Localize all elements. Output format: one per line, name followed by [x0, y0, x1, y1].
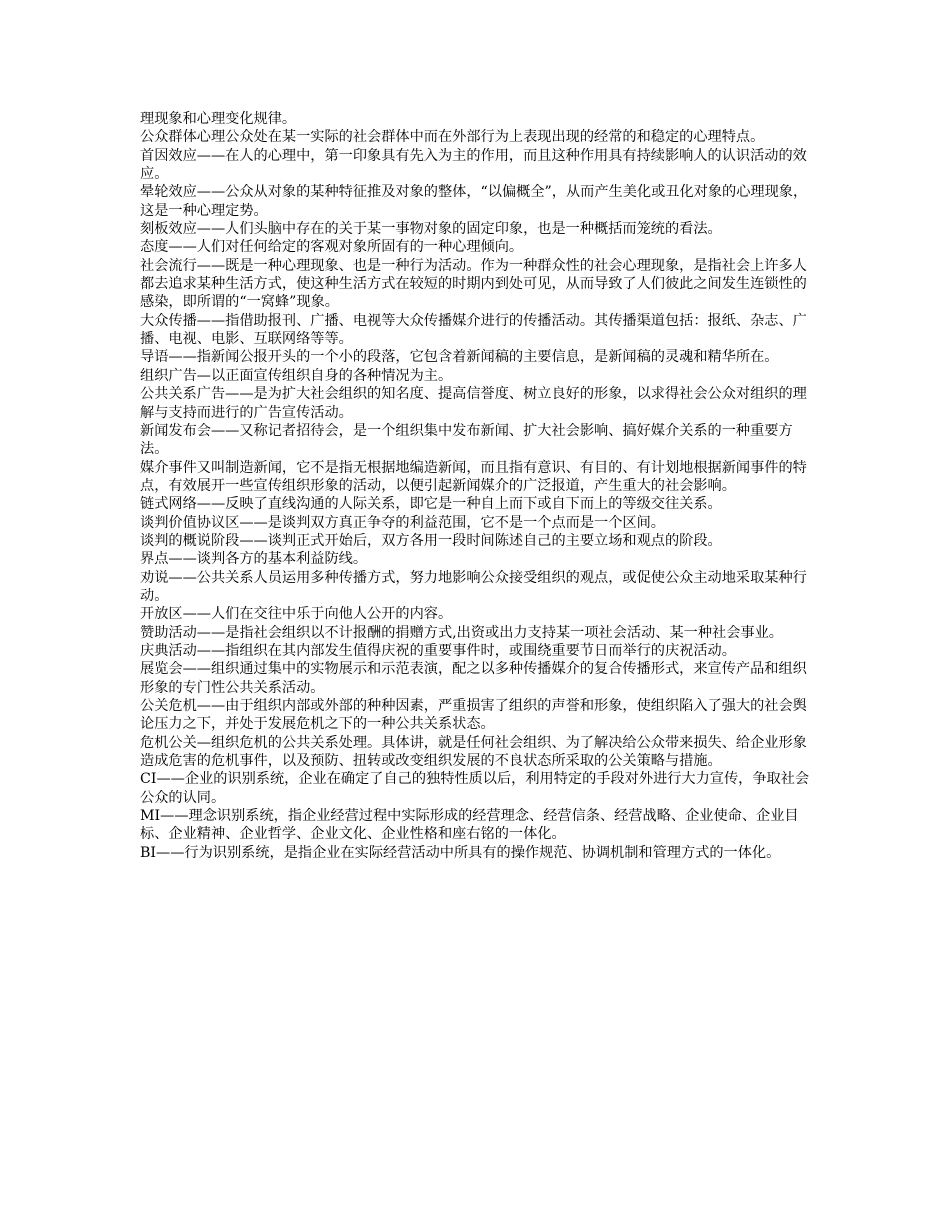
paragraph-23: 公关危机——由于组织内部或外部的种种因素，严重损害了组织的声誉和形象，使组织陷入了强大的社会舆论压力之下，并处于发展危机之下的一种公共关系状态。: [140, 698, 807, 733]
paragraph-5: 刻板效应——人们头脑中存在的关于某一事物对象的固定印象，也是一种概括而笼统的看法。: [140, 221, 722, 238]
paragraph-14: 链式网络——反映了直线沟通的人际关系，即它是一种自上而下或自下而上的等级交往关系。: [140, 496, 722, 513]
paragraph-7: 社会流行——既是一种心理现象、也是一种行为活动。作为一种群众性的社会心理现象，是指社会上许多人都去追求某种生活方式，使这种生活方式在较短的时期内到处可见，从而导致了人们彼此之间发生连锁性的感染，即所谓的“一窝蜂”现象。: [140, 257, 807, 311]
paragraph-24: 危机公关—组织危机的公共关系处理。具体讲，就是任何社会组织、为了解决给公众带来损失、给企业形象造成危害的危机事件，以及预防、扭转或改变组织发展的不良状态所采取的公关策略与措施。: [140, 734, 807, 770]
paragraph-9: 导语——指新闻公报开头的一个小的段落，它包含着新闻稿的主要信息，是新闻稿的灵魂和精华所在。: [140, 349, 779, 366]
paragraph-27: BI——行为识别系统，是指企业在实际经营活动中所具有的操作规范、协调机制和管理方式的一体化。: [140, 844, 781, 861]
document-page: [140, 110, 815, 862]
paragraph-6: 态度——人们对任何给定的客观对象所固有的一种心理倾向。: [140, 239, 524, 256]
paragraph-4: 晕轮效应——公众从对象的某种特征推及对象的整体，“以偏概全”，从而产生美化或丑化对象的心理现象，这是一种心理定势。: [140, 184, 808, 219]
paragraph-3: 首因效应——在人的心理中，第一印象具有先入为主的作用，而且这种作用具有持续影响人的认识活动的效应。: [140, 147, 807, 183]
paragraph-8: 大众传播——指借助报刊、广播、电视等大众传播媒介进行的传播活动。其传播渠道包括：报纸、杂志、广播、电视、电影、互联网络等等。: [140, 312, 807, 348]
paragraph-17: 界点——谈判各方的基本利益防线。: [140, 551, 368, 568]
paragraph-26: MI——理念识别系统，指企业经营过程中实际形成的经营理念、经营信条、经营战略、企业使命、企业目标、企业精神、企业哲学、企业文化、企业性格和座右铭的一体化。: [140, 808, 799, 843]
paragraph-18: 劝说——公共关系人员运用多种传播方式，努力地影响公众接受组织的观点，或促使公众主动地采取某种行动。: [140, 569, 807, 604]
paragraph-20: 赞助活动——是指社会组织以不计报酬的捐赠方式,出资或出力支持某一项社会活动、某一种社会事业。: [140, 624, 783, 641]
paragraph-19: 开放区——人们在交往中乐于向他人公开的内容。: [140, 606, 453, 623]
paragraph-22: 展览会——组织通过集中的实物展示和示范表演，配之以多种传播媒介的复合传播形式，来宣传产品和组织形象的专门性公共关系活动。: [140, 661, 807, 696]
paragraph-25: CI——企业的识别系统，企业在确定了自己的独特性质以后，利用特定的手段对外进行大力宣传，争取社会公众的认同。: [140, 771, 810, 806]
paragraph-2: 公众群体心理公众处在某一实际的社会群体中而在外部行为上表现出现的经常的和稳定的心理特点。: [140, 129, 765, 146]
paragraph-12: 新闻发布会——又称记者招待会，是一个组织集中发布新闻、扩大社会影响、搞好媒介关系的一种重要方法。: [140, 422, 793, 458]
paragraph-21: 庆典活动——指组织在其内部发生值得庆祝的重要事件时，或围绕重要节日而举行的庆祝活动。: [140, 642, 736, 659]
paragraph-15: 谈判价值协议区——是谈判双方真正争夺的利益范围，它不是一个点而是一个区间。: [140, 514, 665, 531]
paragraph-1: 理现象和心理变化规律。: [140, 111, 297, 127]
paragraph-11: 公共关系广告——是为扩大社会组织的知名度、提高信誉度、树立良好的形象，以求得社会公众对组织的理解与支持而进行的广告宣传活动。: [140, 386, 807, 421]
paragraph-16: 谈判的概说阶段——谈判正式开始后，双方各用一段时间陈述自己的主要立场和观点的阶段。: [140, 532, 722, 549]
paragraph-13: 媒介事件又叫制造新闻，它不是指无根据地编造新闻，而且指有意识、有目的、有计划地根据新闻事件的特点，有效展开一些宣传组织形象的活动，以便引起新闻媒介的广泛报道，产生重大的社会影响。: [140, 459, 807, 494]
paragraph-10: 组织广告—以正面宣传组织自身的各种情况为主。: [140, 367, 453, 384]
